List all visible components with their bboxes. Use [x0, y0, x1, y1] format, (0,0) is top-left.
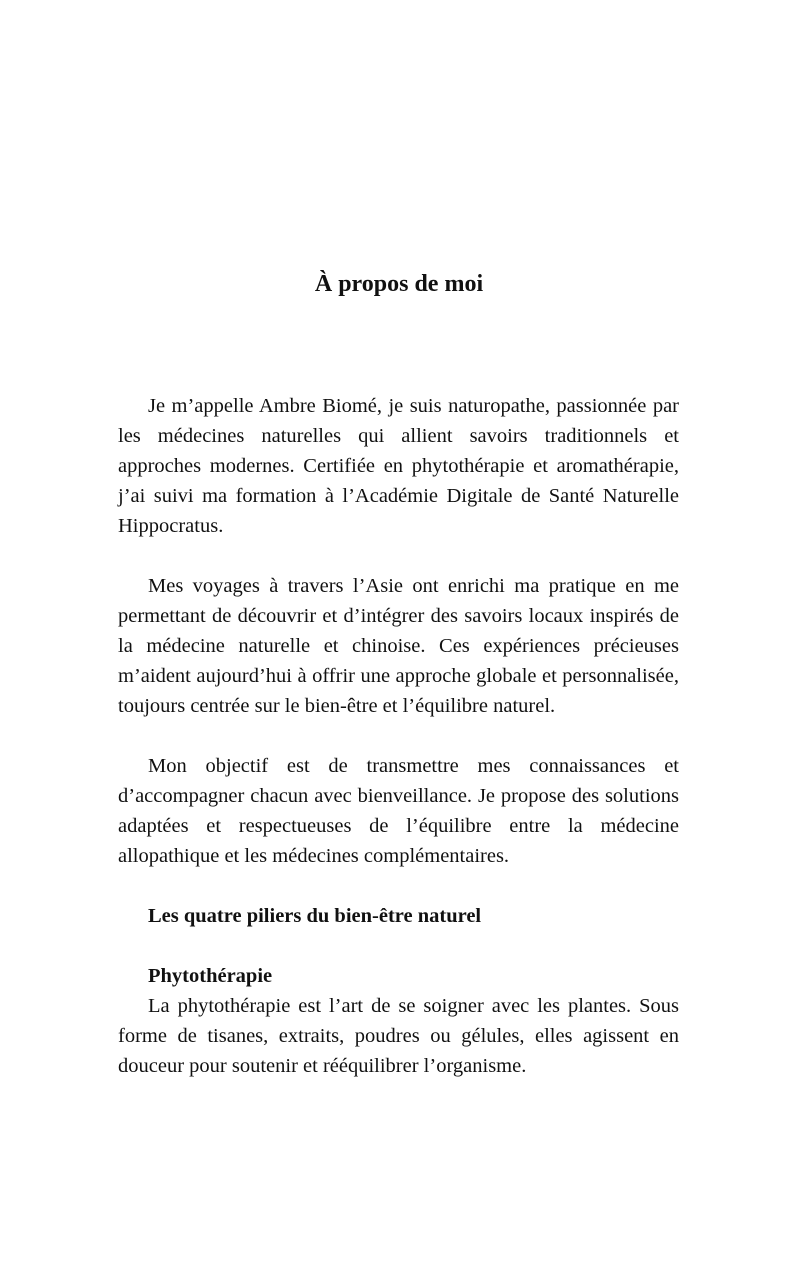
paragraph-introduction: Je m’appelle Ambre Biomé, je suis naturopathe, passionnée par les médecines naturelles qui allient savoirs traditionnels et approches modernes. Certifiée en phytothérapie et aromathérapie, j’ai suivi ma formation à l’Académie Digitale de Santé Naturelle Hippocratus.: [118, 395, 679, 537]
subsection-heading: Phytothérapie: [148, 965, 273, 987]
paragraph-travels: Mes voyages à travers l’Asie ont enrichi ma pratique en me permettant de découvrir et d’intégrer des savoirs locaux inspirés de la médecine naturelle et chinoise. Ces expériences précieuses m’aident aujourd’hui à offrir une approche globale et personnalisée, toujours centrée sur le bien-être et l’équilibre naturel.: [118, 575, 679, 717]
paragraph-spacer: [118, 721, 679, 751]
paragraph-spacer: [118, 931, 679, 961]
paragraph-spacer: [118, 541, 679, 571]
paragraph-spacer: [118, 871, 679, 901]
section-heading: Les quatre piliers du bien-être naturel: [148, 905, 482, 927]
page-title: À propos de moi: [314, 271, 484, 297]
paragraph-objective: Mon objectif est de transmettre mes connaissances et d’accompagner chacun avec bienveillance. Je propose des solutions adaptées et respectueuses de l’équilibre entre la médecine allopathique et les médecines complémentaires.: [118, 755, 679, 867]
subsection-paragraph: La phytothérapie est l’art de se soigner avec les plantes. Sous forme de tisanes, extraits, poudres ou gélules, elles agissent en douceur pour soutenir et rééquilibrer l’organisme.: [118, 995, 679, 1077]
page-body: [118, 391, 679, 1081]
